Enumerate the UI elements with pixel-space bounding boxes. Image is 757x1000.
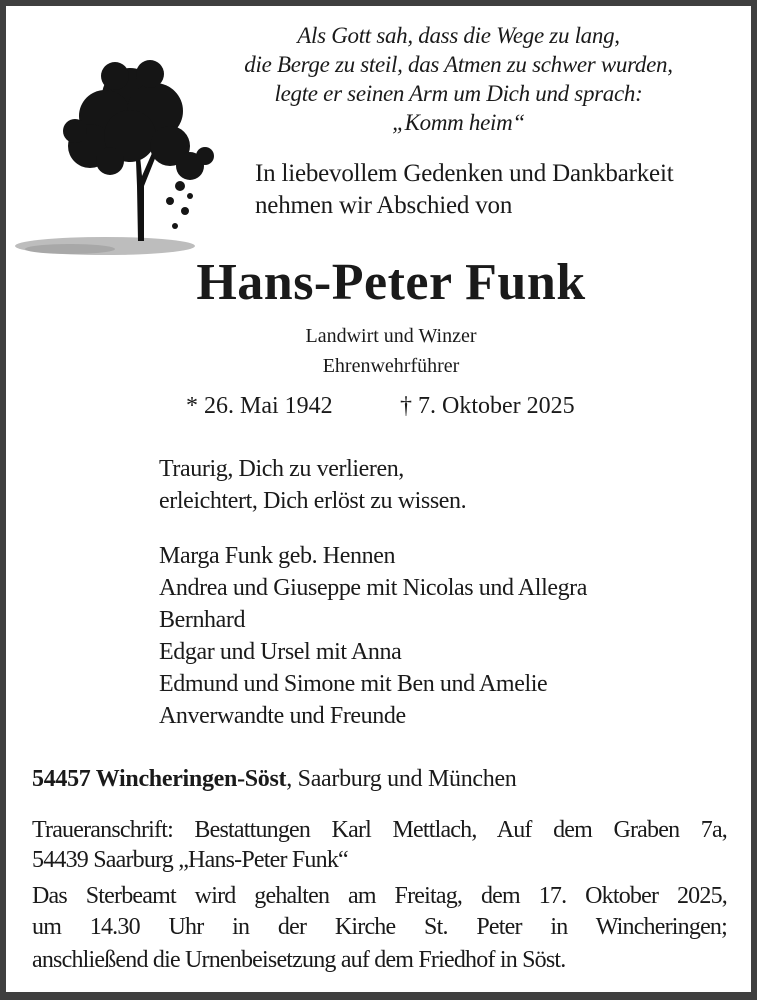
service-line-2: um 14.30 Uhr in der Kirche St. Peter in Wincheringen;: [32, 914, 727, 940]
intro-line-1: In liebevollem Gedenken und Dankbarkeit: [255, 160, 674, 187]
location-rest: , Saarburg und München: [286, 766, 517, 792]
poem-line: „Komm heim“: [392, 110, 525, 135]
message-line-1: Traurig, Dich zu verlieren,: [159, 456, 404, 482]
intro-line-2: nehmen wir Abschied von: [255, 192, 513, 219]
mourner: Marga Funk geb. Hennen: [159, 543, 396, 569]
honorary-title: Ehrenwehrführer: [322, 355, 460, 377]
poem-line: die Berge zu steil, das Atmen zu schwer wurden,: [244, 52, 673, 77]
service-line-1: Das Sterbeamt wird gehalten am Freitag, dem 17. Oktober 2025,: [32, 883, 727, 909]
message-line-2: erleichtert, Dich erlöst zu wissen.: [159, 488, 467, 514]
address-line-2: 54439 Saarburg „Hans-Peter Funk“: [32, 847, 348, 873]
death-date: † 7. Oktober 2025: [400, 393, 575, 419]
mourner: Bernhard: [159, 607, 246, 633]
mourner: Anverwandte und Freunde: [159, 703, 406, 729]
deceased-name: Hans-Peter Funk: [196, 254, 586, 311]
service-line-3: anschließend die Urnenbeisetzung auf dem Friedhof in Söst.: [32, 947, 566, 973]
address-line-1: Traueranschrift: Bestattungen Karl Mettlach, Auf dem Graben 7a,: [32, 817, 727, 843]
poem-line: Als Gott sah, dass die Wege zu lang,: [297, 23, 620, 48]
occupation: Landwirt und Winzer: [305, 325, 477, 347]
location-line: [32, 767, 517, 791]
location-bold: 54457 Wincheringen-Söst: [32, 766, 287, 792]
birth-date: * 26. Mai 1942: [186, 393, 333, 419]
poem-line: legte er seinen Arm um Dich und sprach:: [274, 81, 643, 106]
mourner: Andrea und Giuseppe mit Nicolas und Allegra: [159, 575, 588, 601]
mourner: Edgar und Ursel mit Anna: [159, 639, 402, 665]
mourner: Edmund und Simone mit Ben und Amelie: [159, 671, 548, 697]
obituary-notice: [6, 6, 751, 992]
